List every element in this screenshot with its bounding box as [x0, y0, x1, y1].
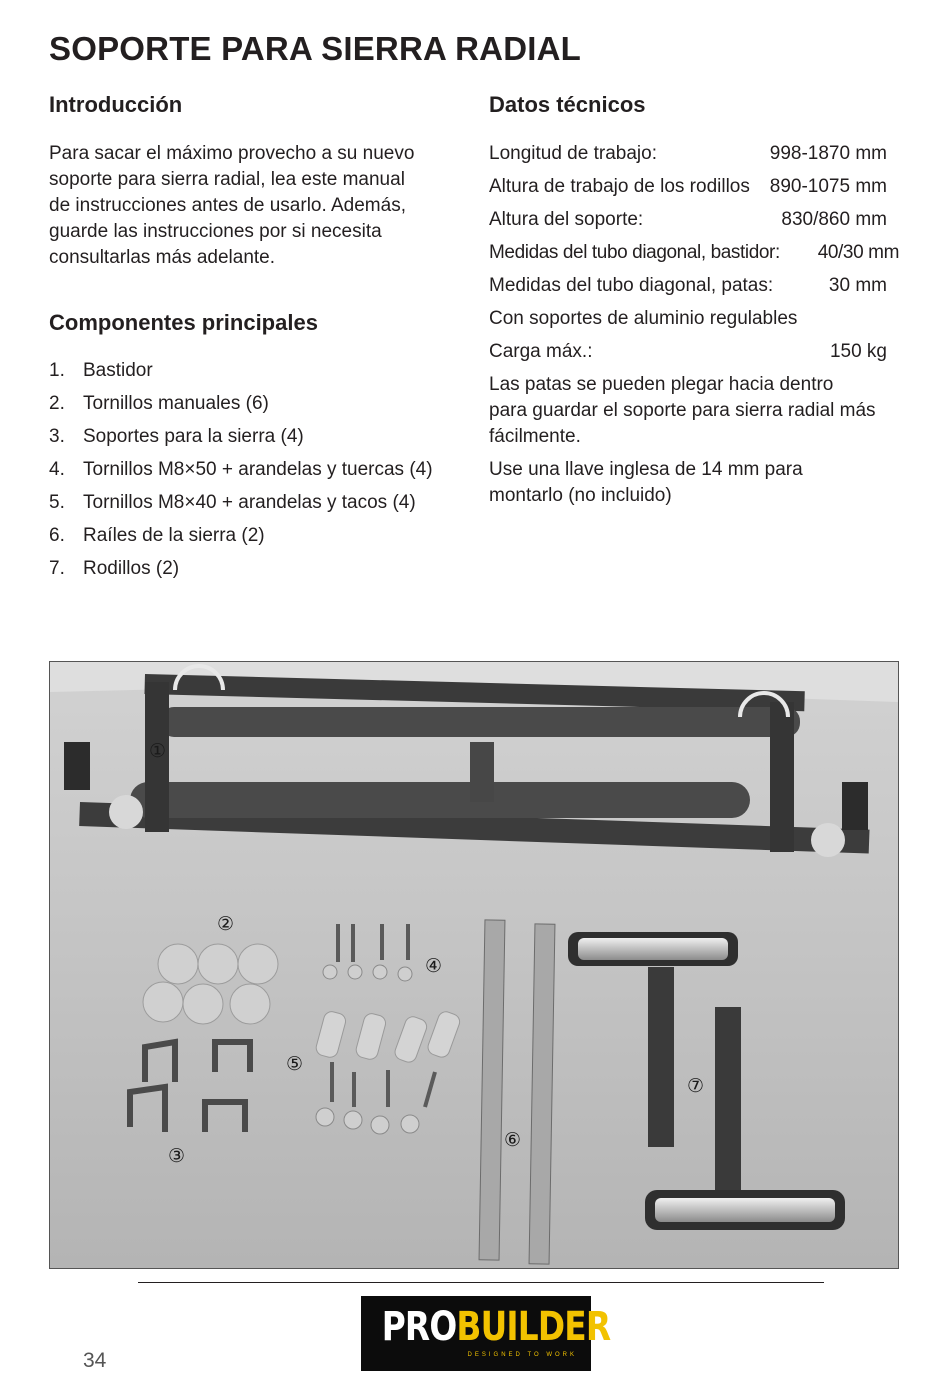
marker-7: ⑦ — [687, 1075, 705, 1097]
list-item — [49, 456, 469, 489]
page-number: 34 — [83, 1349, 107, 1372]
item-text: Rodillos (2) — [83, 558, 180, 579]
marker-1: ① — [149, 740, 167, 762]
marker-4: ④ — [425, 955, 443, 977]
item-text: Tornillos M8×40 + arandelas y tacos (4) — [83, 492, 416, 513]
item-text: Raíles de la sierra (2) — [83, 525, 265, 546]
fold-note — [489, 372, 899, 450]
spec-label: Altura de trabajo de los rodillos — [489, 176, 750, 197]
marker-6: ⑥ — [504, 1129, 522, 1151]
spec-row — [489, 240, 899, 273]
spec-value: 30 mm — [828, 275, 887, 296]
note-line: fácilmente. — [489, 426, 581, 447]
list-item — [49, 555, 469, 588]
note-line: Las patas se pueden plegar hacia dentro — [489, 374, 834, 395]
intro-line: Para sacar el máximo provecho a su nuevo — [49, 143, 415, 164]
marker-3: ③ — [168, 1145, 186, 1167]
spec-row — [489, 174, 899, 207]
item-number: 6. — [49, 525, 65, 546]
spec-row — [489, 141, 899, 174]
spec-label: Altura del soporte: — [489, 209, 644, 230]
note-line: para guardar el soporte para sierra radial más — [489, 400, 876, 421]
spec-row — [489, 273, 899, 306]
list-item — [49, 357, 469, 390]
spec-label: Longitud de trabajo: — [489, 143, 657, 164]
logo-builder: BUILDER — [456, 1304, 611, 1350]
item-number: 2. — [49, 393, 65, 414]
intro-line: soporte para sierra radial, lea este manual — [49, 169, 405, 190]
logo-tagline: DESIGNED TO WORK — [467, 1352, 577, 1358]
spec-row — [489, 306, 899, 339]
note-line: Use una llave inglesa de 14 mm para — [489, 459, 803, 480]
intro-line: guarde las instrucciones por si necesita — [49, 221, 382, 242]
spec-value: 150 kg — [829, 341, 887, 362]
item-text: Bastidor — [83, 360, 153, 381]
components-photo — [49, 661, 899, 1269]
list-item — [49, 390, 469, 423]
components-heading: Componentes principales — [49, 310, 318, 335]
technical-heading: Datos técnicos — [489, 92, 646, 117]
spec-value: 890-1075 mm — [769, 176, 887, 197]
item-number: 3. — [49, 426, 65, 447]
intro-paragraph — [49, 141, 449, 271]
spec-label: Con soportes de aluminio regulables — [489, 308, 798, 329]
components-photo-illustration — [50, 662, 898, 1268]
intro-line: consultarlas más adelante. — [49, 247, 276, 268]
item-number: 4. — [49, 459, 65, 480]
spec-value — [887, 306, 899, 339]
logo-wordmark — [381, 1304, 611, 1350]
spec-value: 830/860 mm — [781, 209, 887, 230]
note-line: montarlo (no incluido) — [489, 485, 672, 506]
marker-5: ⑤ — [286, 1053, 304, 1075]
spec-row — [489, 207, 899, 240]
footer-divider — [138, 1282, 824, 1283]
list-item — [49, 522, 469, 555]
list-item — [49, 423, 469, 456]
spec-label: Medidas del tubo diagonal, bastidor: — [489, 242, 780, 263]
item-text: Tornillos manuales (6) — [83, 393, 269, 414]
probuilder-logo — [361, 1296, 611, 1371]
technical-specs — [489, 141, 899, 516]
spec-label: Medidas del tubo diagonal, patas: — [489, 275, 774, 296]
spec-value: 40/30 mm — [817, 242, 899, 263]
intro-heading: Introducción — [49, 92, 183, 117]
item-number: 7. — [49, 558, 65, 579]
item-text: Soportes para la sierra (4) — [83, 426, 304, 447]
spec-value: 998-1870 mm — [769, 143, 887, 164]
marker-2: ② — [217, 913, 235, 935]
item-number: 5. — [49, 492, 65, 513]
spec-row — [489, 339, 899, 372]
item-text: Tornillos M8×50 + arandelas y tuercas (4) — [83, 459, 433, 480]
item-number: 1. — [49, 360, 65, 381]
intro-line: de instrucciones antes de usarlo. Además, — [49, 195, 406, 216]
components-list — [49, 357, 469, 588]
logo-pro: PRO — [381, 1304, 457, 1350]
list-item — [49, 489, 469, 522]
spec-label: Carga máx.: — [489, 341, 593, 362]
wrench-note — [489, 457, 899, 509]
page-title: SOPORTE PARA SIERRA RADIAL — [49, 30, 582, 67]
